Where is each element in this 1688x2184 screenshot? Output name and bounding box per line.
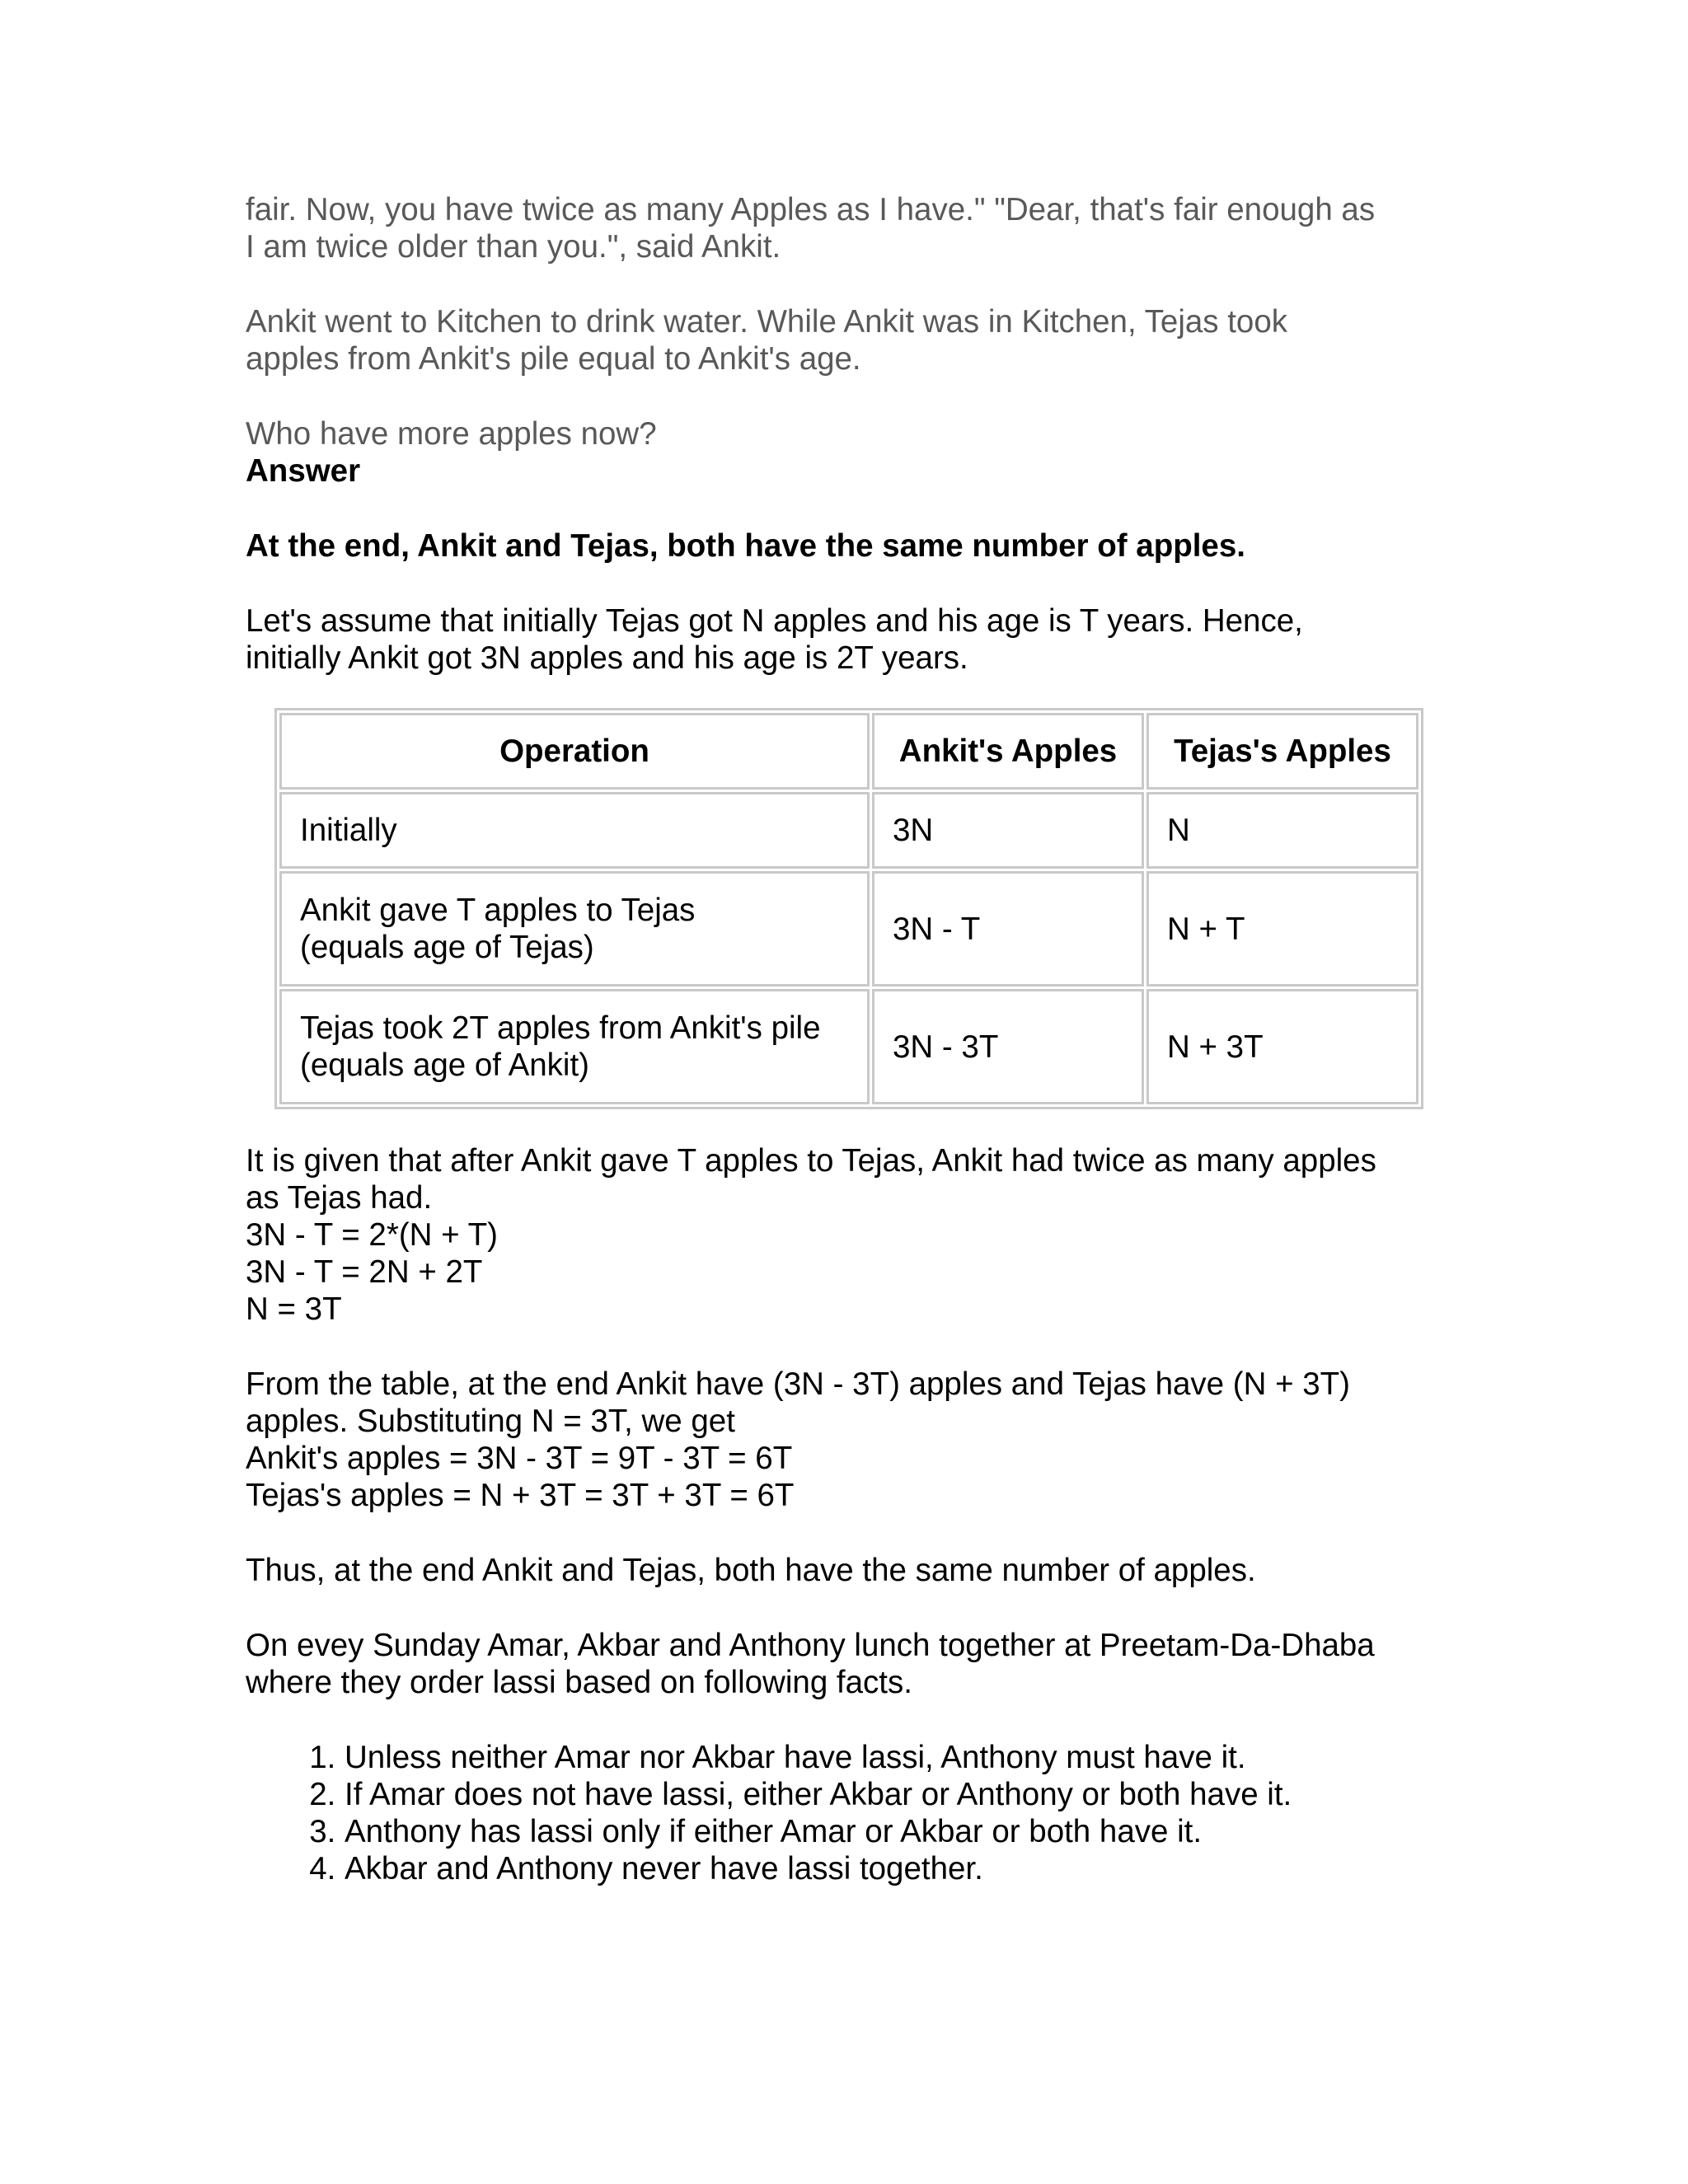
story-line: fair. Now, you have twice as many Apples as I have." "Dear, that's fair enough as	[246, 192, 1376, 227]
assumption-line: Let's assume that initially Tejas got N apples and his age is T years. Hence,	[246, 603, 1303, 639]
header-operation: Operation	[279, 713, 870, 790]
table-header-row	[279, 713, 1418, 790]
ankit-result: Ankit's apples = 3N - 3T = 9T - 3T = 6T	[246, 1441, 793, 1476]
ankit-apples-cell: 3N - 3T	[872, 989, 1144, 1104]
header-tejas-apples: Tejas's Apples	[1146, 713, 1418, 790]
list-item: 1. Unless neither Amar nor Akbar have lassi, Anthony must have it.	[345, 1739, 1465, 1776]
story-line: I am twice older than you.", said Ankit.	[246, 229, 781, 265]
operation-cell: Ankit gave T apples to Tejas (equals age of Tejas)	[279, 871, 870, 987]
conclusion: Thus, at the end Ankit and Tejas, both have the same number of apples.	[246, 1553, 1256, 1588]
assumption-line: initially Ankit got 3N apples and his age is 2T years.	[246, 640, 968, 676]
tejas-apples-cell: N + T	[1146, 871, 1418, 987]
tejas-apples-cell: N + 3T	[1146, 989, 1418, 1104]
story-line: Ankit went to Kitchen to drink water. While Ankit was in Kitchen, Tejas took	[246, 304, 1287, 340]
document-body	[246, 191, 1465, 1887]
answer-heading: Answer	[246, 453, 361, 489]
answer-summary: At the end, Ankit and Tejas, both have the same number of apples.	[246, 528, 1245, 564]
equation: N = 3T	[246, 1291, 342, 1327]
tejas-apples-cell: N	[1146, 792, 1418, 869]
given-line: as Tejas had.	[246, 1180, 433, 1216]
table-row	[279, 989, 1418, 1104]
operation-cell: Initially	[279, 792, 870, 869]
list-item: 4. Akbar and Anthony never have lassi together.	[345, 1850, 1465, 1887]
substitution-line: apples. Substituting N = 3T, we get	[246, 1404, 735, 1439]
header-ankit-apples: Ankit's Apples	[872, 713, 1144, 790]
tejas-result: Tejas's apples = N + 3T = 3T + 3T = 6T	[246, 1478, 795, 1513]
puzzle-intro: where they order lassi based on following facts.	[246, 1665, 912, 1700]
operation-cell: Tejas took 2T apples from Ankit's pile (equals age of Ankit)	[279, 989, 870, 1104]
list-item: 3. Anthony has lassi only if either Amar or Akbar or both have it.	[345, 1813, 1465, 1850]
ankit-apples-cell: 3N - T	[872, 871, 1144, 987]
facts-list	[246, 1739, 1465, 1887]
table-row	[279, 871, 1418, 987]
equation: 3N - T = 2*(N + T)	[246, 1217, 498, 1253]
ankit-apples-cell: 3N	[872, 792, 1144, 869]
operations-table	[274, 708, 1423, 1109]
list-item: 2. If Amar does not have lassi, either Akbar or Anthony or both have it.	[345, 1776, 1465, 1813]
given-line: It is given that after Ankit gave T apples to Tejas, Ankit had twice as many apples	[246, 1143, 1376, 1179]
table-row	[279, 792, 1418, 869]
equation: 3N - T = 2N + 2T	[246, 1254, 483, 1290]
story-line: apples from Ankit's pile equal to Ankit's age.	[246, 341, 861, 377]
question: Who have more apples now?	[246, 416, 657, 452]
puzzle-intro: On evey Sunday Amar, Akbar and Anthony lunch together at Preetam-Da-Dhaba	[246, 1628, 1375, 1663]
substitution-line: From the table, at the end Ankit have (3N - 3T) apples and Tejas have (N + 3T)	[246, 1366, 1350, 1402]
